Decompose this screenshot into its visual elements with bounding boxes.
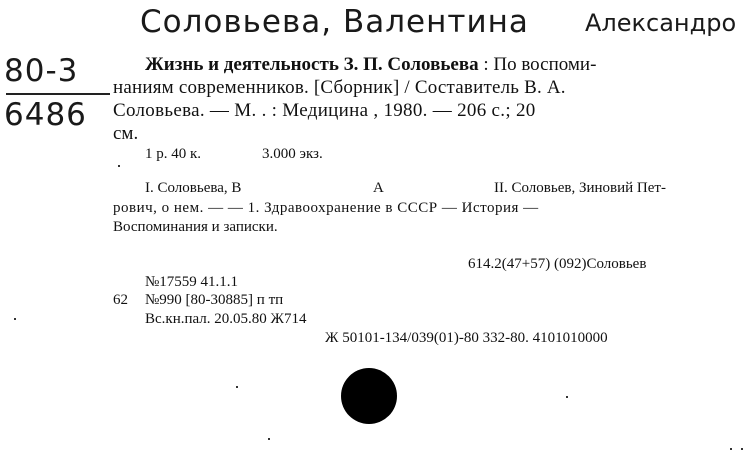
speck xyxy=(236,386,238,388)
registry-number-1: №17559 41.1.1 xyxy=(145,274,239,290)
tracing-1b: А xyxy=(373,180,384,196)
handwritten-call-number-top: 80-3 xyxy=(4,53,79,89)
entry-line-3: Соловьева. — М. . : Медицина , 1980. — 206 с.; 20 xyxy=(113,100,536,121)
speck xyxy=(14,318,16,320)
entry-title-rest: : По воспоми- xyxy=(478,54,597,75)
call-number-divider xyxy=(6,93,110,95)
speck xyxy=(118,165,120,167)
tracing-3: Воспоминания и записки. xyxy=(113,219,278,235)
classification-code: 614.2(47+57) (092)Соловьев xyxy=(468,256,647,272)
speck xyxy=(730,448,732,450)
tracing-1c: II. Соловьев, Зиновий Пет- xyxy=(494,180,666,196)
speck xyxy=(566,396,568,398)
handwritten-author-name: Соловьева, Валентина xyxy=(140,4,529,40)
entry-line-1 xyxy=(145,54,596,76)
tracing-2: рович, о нем. — — 1. Здравоохранение в СССР — История — xyxy=(113,200,539,216)
price: 1 р. 40 к. xyxy=(145,146,202,162)
handwritten-call-number-bottom: 6486 xyxy=(4,97,87,133)
speck xyxy=(741,448,743,450)
registry-number-4: Ж 50101-134/039(01)-80 332-80. 4101010000 xyxy=(325,330,608,346)
entry-line-2: наниям современников. [Сборник] / Составитель В. А. xyxy=(113,77,566,98)
speck xyxy=(268,438,270,440)
registry-number-2-prefix: 62 xyxy=(113,292,128,308)
entry-title: Жизнь и деятельность З. П. Соловьева xyxy=(145,54,479,75)
entry-line-4: см. xyxy=(113,123,139,144)
registry-number-3: Вс.кн.пал. 20.05.80 Ж714 xyxy=(145,311,307,327)
print-run: 3.000 экз. xyxy=(262,146,323,162)
handwritten-patronymic: Александро xyxy=(585,9,737,37)
tracing-1a: I. Соловьева, В xyxy=(145,180,242,196)
card-punch-hole xyxy=(341,368,397,424)
registry-number-2: №990 [80-30885] п тп xyxy=(145,292,284,308)
